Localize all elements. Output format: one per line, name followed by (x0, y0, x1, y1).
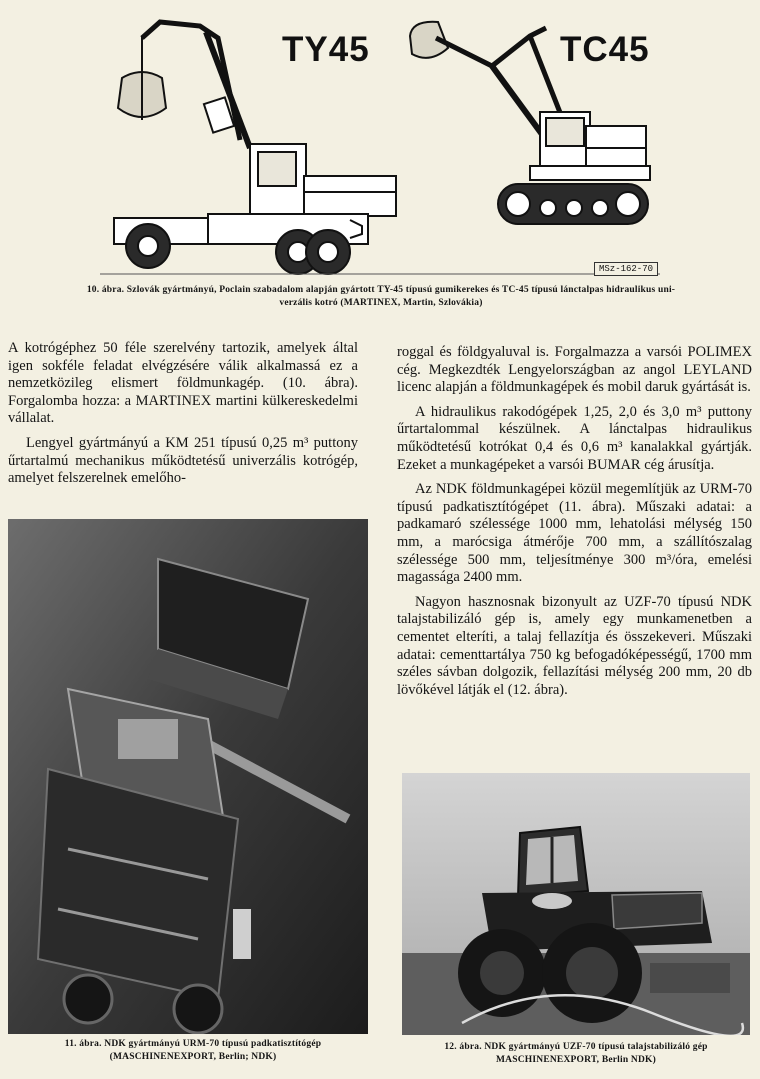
paragraph-attachments: A kotrógéphez 50 féle szerelvény tartozik, amelyek által igen sokféle feladat elvégzésére válik alkalmassá ez a nemzetközileg elismert földmunkagép. (10. ábra). Forgalomba hozza: a MARTINEX martini külkereskedelmi vállalat. (8, 340, 358, 427)
figure-11-caption (8, 1038, 378, 1064)
figure-10-caption-line-2: verzális kotró (MARTINEX, Martin, Szlovákia) (279, 298, 483, 308)
figure-12-caption-line-2: MASCHINENEXPORT, Berlin NDK) (496, 1055, 656, 1065)
figure-11-photo (8, 519, 368, 1034)
figure-10-caption (20, 284, 742, 310)
figure-12-caption (400, 1041, 752, 1067)
urm70-photo-illustration (8, 519, 368, 1034)
paragraph-uzf70: Nagyon hasznosnak bizonyult az UZF-70 típusú NDK talajstabilizáló gép is, amely egy munkamenetben a cementet elteríti, a talaj fellazítja és összekeveri. Műszaki adatai: cementtartálya 750 kg befogadóképességű, 1700 mm széles sávban dolgozik, fellazítási mélység 200 mm, 20 db lövőkével látják el (12. ábra). (397, 593, 752, 698)
model-label-ty45: TY45 (282, 30, 370, 69)
uzf70-photo-illustration (402, 773, 750, 1035)
paragraph-km251: Lengyel gyártmányú a KM 251 típusú 0,25 m³ puttony űrtartalmú mechanikus működtetésű univerzális kotrógép, amelyet felszerelnek emelőho- (8, 434, 358, 487)
figure-10-caption-line-1: 10. ábra. Szlovák gyártmányú, Poclain szabadalom alapján gyártott TY-45 típusú gumikerekes és TC-45 típusú lánctalpas hidraulikus uni- (86, 285, 676, 295)
left-text-column (8, 340, 358, 495)
figure-11-caption-line-1: 11. ábra. NDK gyártmányú URM-70 típusú padkatisztítógép (64, 1039, 322, 1049)
figure-stamp: MSz-162-70 (594, 262, 658, 276)
paragraph-hydraulic-loaders: A hidraulikus rakodógépek 1,25, 2,0 és 3,0 m³ puttony űrtartalommal készülnek. A lánctalpas hidraulikus működtetésű kotrókat 0,4 és 0,6 m³ kanalakkal gyártják. Ezeket a munkagépeket a varsói BUMAR cég árusítja. (397, 403, 752, 473)
figure-12-caption-line-1: 12. ábra. NDK gyártmányú UZF-70 típusú talajstabilizáló gép (444, 1042, 708, 1052)
paragraph-urm70: Az NDK földmunkagépei közül megemlítjük az URM-70 típusú padkatisztítógépet (11. ábra). Műszaki adatai: a padkamaró szélessége 1000 mm, lehatolási mélység 150 mm, a marócsiga átmérője 700 mm, a szállítószalag szélessége 500 mm, teljesítménye 300 m³/óra, emelési magassága 2400 mm. (397, 481, 752, 586)
figure-11-caption-line-2: (MASCHINENEXPORT, Berlin; NDK) (109, 1052, 277, 1062)
model-label-tc45: TC45 (560, 30, 650, 69)
figure-12-photo (402, 773, 750, 1035)
right-text-column (397, 344, 752, 706)
paragraph-polimex: roggal és földgyaluval is. Forgalmazza a varsói POLIMEX cég. Megkezdték Lengyelországban az angol LEYLAND licenc alapján a földmunkagépek és mobil daruk gyártását is. (397, 344, 752, 396)
